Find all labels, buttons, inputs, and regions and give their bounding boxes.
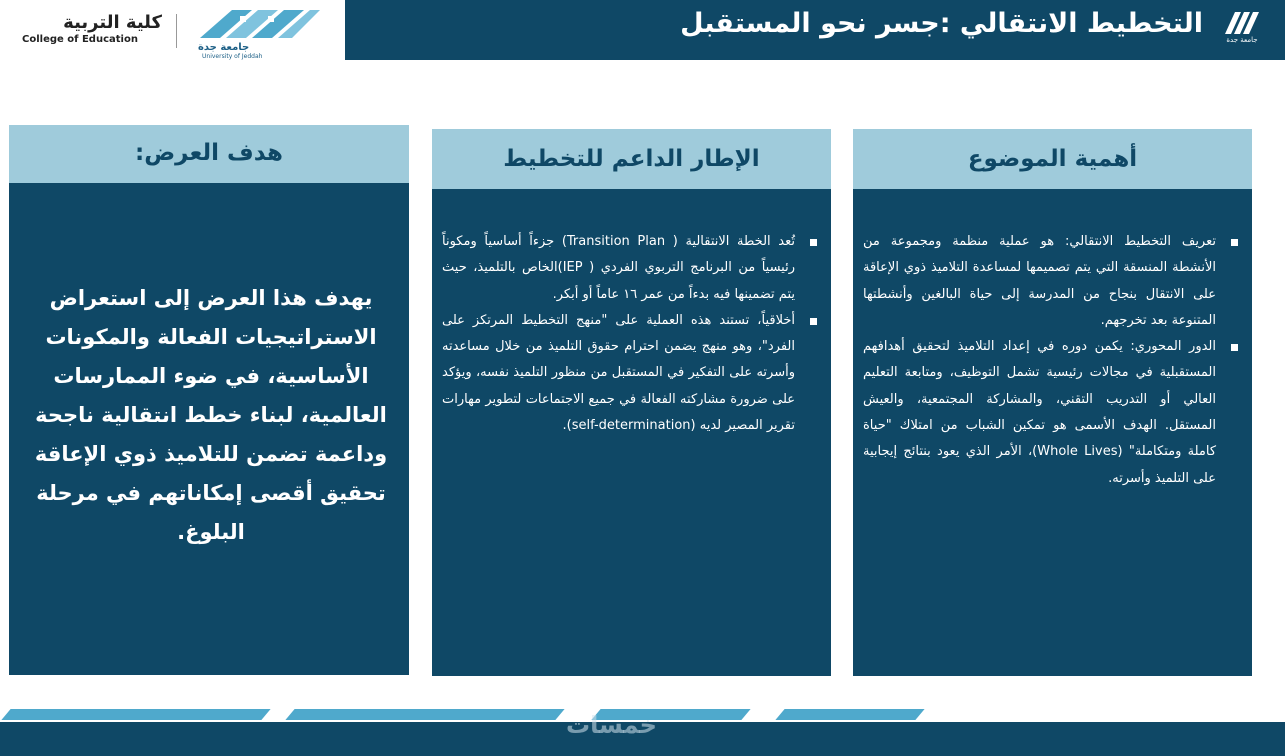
logo-divider: [176, 14, 177, 48]
small-logo-label: جامعة جدة: [1226, 36, 1258, 44]
university-emblem-icon: [192, 4, 322, 42]
bullet-square-icon: [1231, 344, 1238, 351]
bullet-text: تُعد الخطة الانتقالية ( Transition Plan) جزءاً أساسياً ومكوناً رئيسياً من البرنامج التربوي الفردي ( IEP)الخاص بالتلميذ، حيث يتم تضمينها فيه بدءاً من عمر ١٦ عاماً أو أبكر.: [442, 234, 796, 302]
bullet-text: تعريف التخطيط الانتقالي: هو عملية منظمة ومجموعة من الأنشطة المنسقة التي يتم تصميمها لمساعدة التلاميذ ذوي الإعاقة على الانتقال بنجاح من المدرسة إلى حياة البالغين وأنشطتها المتنوعة بعد تخرجهم.: [863, 234, 1216, 328]
bullet-square-icon: [1231, 239, 1238, 246]
framework-bullet-list: [442, 229, 817, 439]
list-item: [442, 308, 817, 439]
framework-body: [432, 189, 831, 676]
bullet-text: الدور المحوري: يكمن دوره في إعداد التلاميذ لتحقيق أهدافهم المستقبلية في مجالات رئيسية تشمل التوظيف، ومتابعة التعليم العالي أو التدريب التقني، والمشاركة المجتمعية، والعيش المستقل. الهدف الأسمى هو تمكين الشباب من امتلاك "حياة كاملة ومتكاملة" (Whole Lives)، الأمر الذي يعود بنتائج إيجابية على التلميذ وأسرته.: [863, 339, 1217, 486]
importance-heading: أهمية الموضوع: [853, 129, 1252, 189]
importance-column: [853, 129, 1252, 676]
university-of-jeddah-logo: [192, 4, 322, 58]
college-of-education-logo: [22, 12, 162, 45]
university-name-ar: جامعة جدة: [198, 42, 250, 53]
university-name-en: University of Jeddah: [202, 53, 263, 60]
footer-stripe: [1, 709, 270, 720]
watermark: خمسات: [566, 711, 657, 739]
header-bar: [345, 0, 1285, 60]
framework-column: [432, 129, 831, 676]
goal-column: [9, 125, 409, 675]
header-logo-area: [0, 0, 345, 60]
bullet-square-icon: [810, 239, 817, 246]
bullet-text: أخلاقياً، تستند هذه العملية على "منهج التخطيط المرتكز على الفرد"، وهو منهج يضمن احترام حقوق التلميذ من خلال مساعدته وأسرته على التفكير في المستقبل من منظور التلميذ نفسه، ويؤكد على ضرورة مشاركته الفعالة في جميع الاجتماعات لتطوير مهارات تقرير المصير لديه (self-determination).: [442, 312, 795, 434]
importance-body: [853, 189, 1252, 676]
page-title: التخطيط الانتقالي :جسر نحو المستقبل: [680, 8, 1203, 39]
importance-bullet-list: [863, 229, 1238, 492]
footer-stripe: [775, 709, 924, 720]
goal-body: [9, 183, 409, 675]
goal-heading: هدف العرض:: [9, 125, 409, 183]
bullet-square-icon: [810, 318, 817, 325]
footer-stripe: [285, 709, 564, 720]
college-name-ar: كلية التربية: [63, 12, 162, 33]
list-item: [863, 229, 1238, 334]
list-item: [442, 229, 817, 308]
college-name-en: College of Education: [22, 34, 138, 45]
framework-heading: الإطار الداعم للتخطيط: [432, 129, 831, 189]
goal-text: يهدف هذا العرض إلى استعراض الاستراتيجيات الفعالة والمكونات الأساسية، في ضوء الممارسات العالمية، لبناء خطط انتقالية ناجحة وداعمة تضمن للتلاميذ ذوي الإعاقة تحقيق أقصى إمكاناتهم في مرحلة البلوغ.: [34, 286, 388, 544]
small-emblem-icon: [1223, 8, 1261, 36]
header-small-logo: [1217, 8, 1267, 52]
list-item: [863, 334, 1238, 492]
